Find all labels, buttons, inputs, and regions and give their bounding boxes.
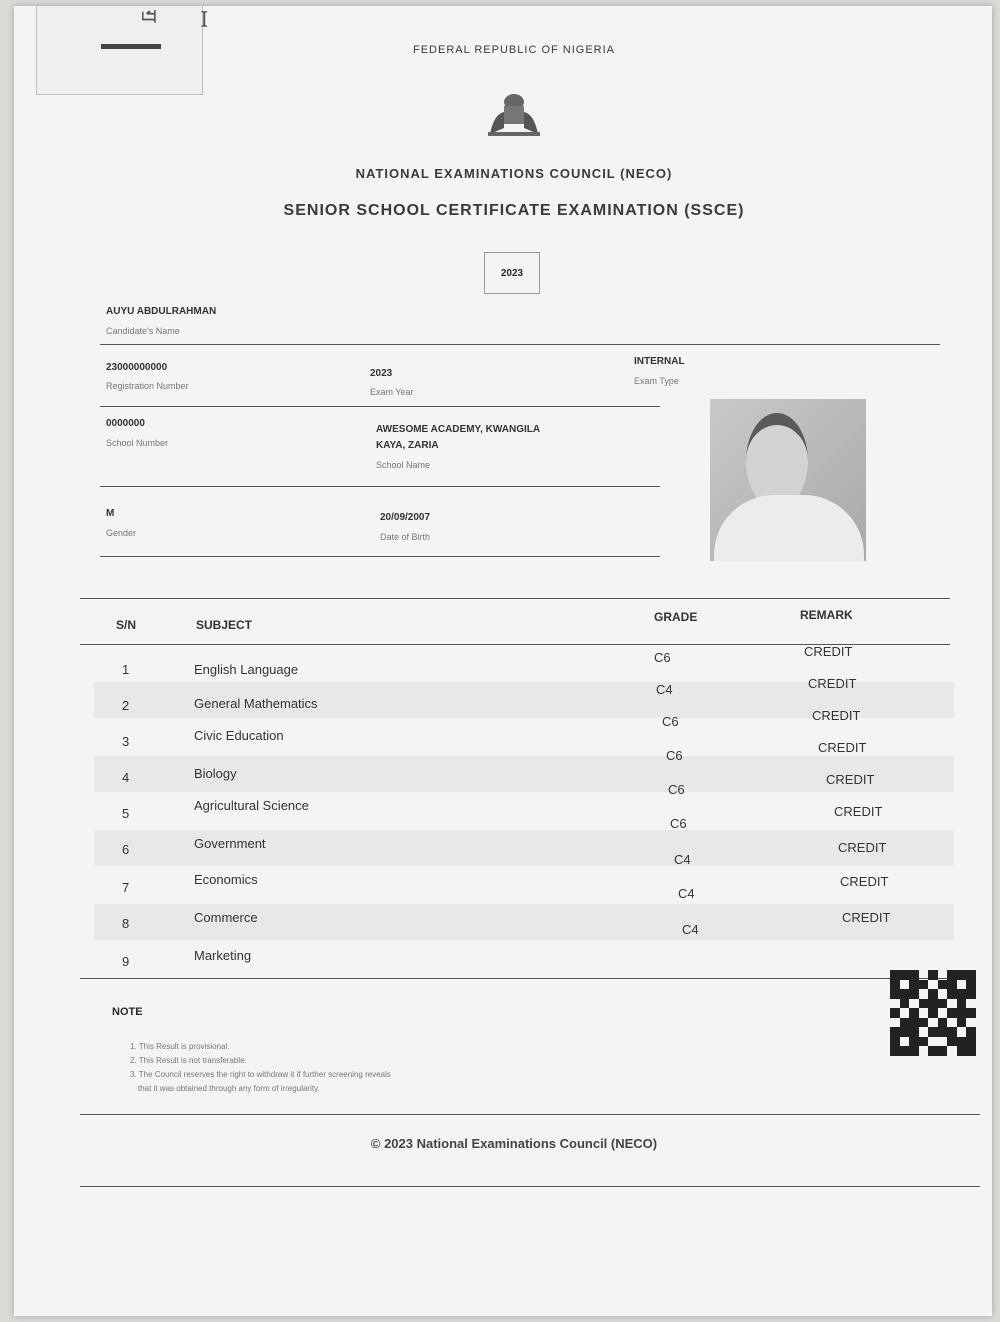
row-subject: Biology bbox=[194, 766, 237, 781]
row-remark: CREDIT bbox=[804, 644, 853, 659]
row-grade: C6 bbox=[670, 816, 687, 831]
row-sn: 4 bbox=[122, 770, 130, 785]
result-slip bbox=[14, 6, 992, 1316]
row-subject: Marketing bbox=[194, 948, 252, 963]
row-sn: 7 bbox=[122, 880, 130, 895]
school-name-label: School Name bbox=[376, 460, 431, 470]
row-grade: C6 bbox=[666, 748, 683, 763]
note-item: 3. The Council reserves the right to withdraw it if further screening reveals bbox=[130, 1070, 391, 1079]
row-remark: CREDIT bbox=[818, 740, 867, 755]
row-grade: C4 bbox=[674, 852, 691, 867]
row-grade: C4 bbox=[682, 922, 699, 937]
row-grade: C4 bbox=[678, 886, 695, 901]
coat-of-arms-icon bbox=[484, 88, 544, 138]
candidate-name-label: Candidate's Name bbox=[106, 326, 180, 336]
copyright-text: © 2023 National Examinations Council (NECO) bbox=[370, 1136, 658, 1151]
date-of-birth-label: Date of Birth bbox=[380, 532, 431, 542]
header-grade: GRADE bbox=[654, 610, 698, 624]
header-remark: REMARK bbox=[800, 608, 853, 622]
row-remark: CREDIT bbox=[834, 804, 883, 819]
row-remark: CREDIT bbox=[842, 910, 891, 925]
row-subject: Government bbox=[194, 836, 266, 851]
exam-type: INTERNAL bbox=[634, 356, 685, 367]
divider bbox=[100, 556, 660, 557]
exam-type-label: Exam Type bbox=[634, 376, 679, 386]
date-of-birth: 20/09/2007 bbox=[380, 512, 431, 523]
stub-glyph: ꟷ bbox=[190, 10, 215, 28]
photo-body bbox=[714, 495, 864, 561]
council-title: NATIONAL EXAMINATIONS COUNCIL (NECO) bbox=[355, 166, 673, 181]
row-sn: 8 bbox=[122, 916, 130, 931]
stub-glyph: ॻ bbox=[136, 10, 161, 23]
school-number-label: School Number bbox=[106, 438, 169, 448]
footer-bottom-rule bbox=[80, 1186, 980, 1187]
school-number: 0000000 bbox=[106, 418, 145, 429]
row-subject: Economics bbox=[194, 872, 258, 887]
gender: M bbox=[106, 508, 115, 519]
note-item: that it was obtained through any form of irregularity. bbox=[138, 1084, 320, 1093]
row-remark: CREDIT bbox=[826, 772, 875, 787]
row-sn: 3 bbox=[122, 734, 130, 749]
row-remark: CREDIT bbox=[840, 874, 889, 889]
row-grade: C4 bbox=[656, 682, 673, 697]
exam-year: 2023 bbox=[370, 368, 393, 379]
header-sn: S/N bbox=[116, 618, 137, 632]
exam-year-label: Exam Year bbox=[370, 387, 414, 397]
row-sn: 2 bbox=[122, 698, 130, 713]
registration-number-label: Registration Number bbox=[106, 381, 189, 391]
row-subject: General Mathematics bbox=[194, 696, 318, 711]
note-title: NOTE bbox=[112, 1006, 143, 1018]
table-top-rule bbox=[80, 598, 950, 599]
row-sn: 1 bbox=[122, 662, 130, 677]
exam-year-box: 2023 bbox=[484, 252, 540, 294]
row-grade: C6 bbox=[662, 714, 679, 729]
row-subject: English Language bbox=[194, 662, 299, 677]
table-bottom-rule bbox=[80, 978, 950, 979]
divider bbox=[100, 486, 660, 487]
candidate-photo bbox=[710, 399, 866, 561]
row-grade: C6 bbox=[654, 650, 671, 665]
row-subject: Agricultural Science bbox=[194, 798, 309, 813]
republic-title: FEDERAL REPUBLIC OF NIGERIA bbox=[412, 44, 616, 56]
note-item: 2. This Result is not transferable. bbox=[130, 1056, 247, 1065]
row-sn: 5 bbox=[122, 806, 130, 821]
exam-title: SENIOR SCHOOL CERTIFICATE EXAMINATION (SSCE) bbox=[283, 202, 745, 219]
divider bbox=[100, 406, 660, 407]
candidate-name: AUYU ABDULRAHMAN bbox=[106, 306, 217, 317]
divider bbox=[100, 344, 940, 345]
qr-code-icon bbox=[890, 970, 976, 1056]
school-name-line2: KAYA, ZARIA bbox=[376, 440, 439, 451]
row-remark: CREDIT bbox=[808, 676, 857, 691]
note-item: 1. This Result is provisional. bbox=[130, 1042, 230, 1051]
row-remark: CREDIT bbox=[838, 840, 887, 855]
row-subject: Civic Education bbox=[194, 728, 284, 743]
school-name-line1: AWESOME ACADEMY, KWANGILA bbox=[376, 424, 541, 435]
gender-label: Gender bbox=[106, 528, 137, 538]
footer-top-rule bbox=[80, 1114, 980, 1115]
row-grade: C6 bbox=[668, 782, 685, 797]
row-subject: Commerce bbox=[194, 910, 258, 925]
row-sn: 9 bbox=[122, 954, 130, 969]
row-sn: 6 bbox=[122, 842, 130, 857]
header-subject: SUBJECT bbox=[196, 618, 253, 632]
row-remark: CREDIT bbox=[812, 708, 861, 723]
registration-number: 23000000000 bbox=[106, 362, 168, 373]
